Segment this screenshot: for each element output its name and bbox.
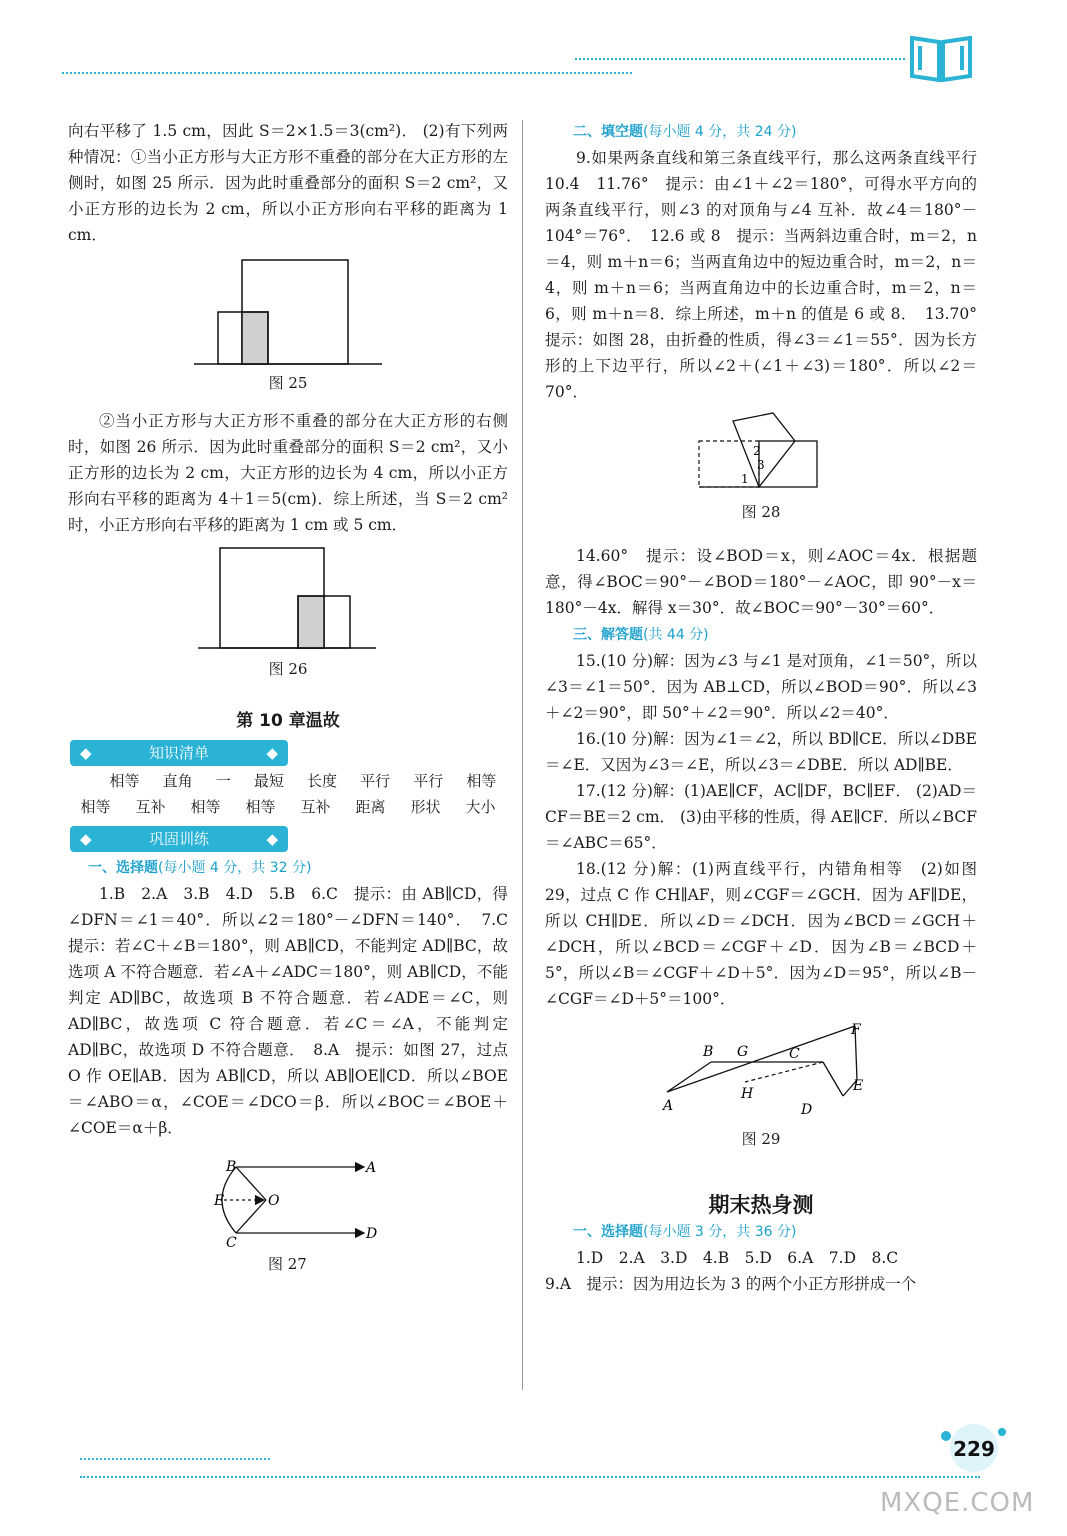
left-paragraph-3: 1.B 2.A 3.B 4.D 5.B 6.C 提示：由 AB∥CD，得∠DFN＝∠1＝40°．所以∠2＝180°－∠DFN＝140°． 7.C 提示：若∠C＋∠B＝180°，则 AB∥CD，不能判定 AD∥BC，故选项 A 不符合题意．若∠A＋∠ADC＝180°，则 AB∥CD，不能判定 AD∥BC，故选项 B 不符合题意．若∠ADE＝∠C，则 AD∥BC，故选项 C 符合题意．若∠C＝∠A，不能判定 AD∥BC，故选项 D 不符合题意． 8.A 提示：如图 27，过点 O 作 OE∥AB．因为 AB∥CD，所以 AB∥OE∥CD．所以∠BOE＝∠ABO＝α，∠COE＝∠DCO＝β．所以∠BOC＝∠BOE＋∠COE＝α＋β．: [68, 885, 524, 1137]
angle-3: 3: [757, 458, 765, 472]
right-paragraph-2: 14.60° 提示：设∠BOD＝x，则∠AOC＝4x．根据题意，得∠BOC＝90°－∠BOD＝180°－∠AOC，即 90°－x＝180°－4x．解得 x＝30°．故∠BOC＝90°－30°＝60°．: [545, 547, 977, 617]
figure-27-drawing: [68, 1151, 508, 1251]
label-O: O: [268, 1193, 280, 1209]
angle-1: 1: [741, 472, 749, 486]
word: 相等: [190, 798, 221, 816]
diamond-icon: ◆: [80, 830, 92, 848]
column-divider: [522, 120, 523, 1390]
word: 相等: [80, 798, 111, 816]
section-title: 三、解答题: [573, 627, 643, 643]
label-D: D: [801, 1102, 813, 1118]
word: 一: [215, 772, 231, 790]
banner-label: 巩固训练: [148, 830, 209, 848]
section-heading: [545, 118, 977, 145]
figure-28-drawing: [545, 411, 977, 499]
bottom-dotted-rule: [80, 1458, 270, 1460]
word: 距离: [355, 798, 386, 816]
answer-17: 17.(12 分)解：(1)AE∥CF，AC∥DF，BC∥EF． (2)AD＝CF＝BE＝2 cm． (3)由平移的性质，得 AE∥CF．所以∠BCF＝∠ABC＝65°．: [545, 782, 977, 852]
figure-29-caption: 图 29: [741, 1130, 781, 1148]
top-dotted-rule-right: [575, 58, 905, 60]
section-note: (每小题 4 分，共 32 分): [158, 860, 312, 876]
label-A: A: [663, 1098, 674, 1114]
word: 相等: [109, 772, 140, 790]
left-column: [68, 118, 524, 1277]
figure-25-caption: 图 25: [268, 374, 308, 392]
section-note: (共 44 分): [643, 627, 709, 643]
section-title: 一、选择题: [573, 1224, 643, 1240]
label-E: E: [214, 1193, 225, 1209]
label-E: E: [853, 1078, 864, 1094]
label-B: B: [226, 1159, 237, 1175]
word: 相等: [466, 772, 497, 790]
open-book-icon: [908, 30, 974, 82]
figure-26-caption: 图 26: [268, 660, 308, 678]
label-C: C: [789, 1046, 800, 1062]
label-A: A: [366, 1160, 377, 1176]
section-note: (每小题 4 分，共 24 分): [643, 124, 797, 140]
answer-18: 18.(12 分)解：(1)两直线平行，内错角相等 (2)如图 29，过点 C 作 CH∥AF，则∠CGF＝∠GCH．因为 AF∥DE，所以 CH∥DE．所以∠D＝∠DCH．因为∠BCD＝∠GCH＋∠DCH，所以∠BCD＝∠CGF＋∠D．因为∠B＝∠BCD＋5°，所以∠B＝∠CGF＋∠D＋5°．因为∠D＝95°，所以∠B－∠CGF＝∠D＋5°＝100°．: [545, 860, 977, 1008]
exam-answers-1: 1.D 2.A 3.D 4.B 5.D 6.A 7.D 8.C: [576, 1249, 899, 1267]
answer-15: 15.(10 分)解：因为∠3 与∠1 是对顶角，∠1＝50°，所以∠3＝∠1＝50°．因为 AB⊥CD，所以∠BOD＝90°．所以∠3＋∠2＝90°，即 50°＋∠2＝90°．所以∠2＝40°．: [545, 652, 977, 722]
figure-28-caption: 图 28: [741, 503, 781, 521]
label-B: B: [703, 1044, 714, 1060]
answer-16: 16.(10 分)解：因为∠1＝∠2，所以 BD∥CE．所以∠DBE＝∠E．又因为∠3＝∠E，所以∠3＝∠DBE．所以 AD∥BE．: [545, 730, 977, 774]
diamond-icon: ◆: [266, 830, 278, 848]
label-G: G: [737, 1044, 749, 1060]
practice-banner: [70, 826, 288, 852]
diamond-icon: ◆: [266, 744, 278, 762]
word: 形状: [410, 798, 441, 816]
top-dotted-rule: [62, 72, 632, 74]
word: 长度: [307, 772, 338, 790]
figure-27-caption: 图 27: [268, 1255, 307, 1273]
diamond-icon: ◆: [80, 744, 92, 762]
figure-25-drawing: [68, 252, 508, 370]
page-number-badge: [930, 1418, 1010, 1474]
label-D: D: [366, 1226, 378, 1242]
section-heading: [545, 621, 977, 648]
figure-27: [68, 1151, 508, 1251]
left-paragraph-1: 向右平移了 1.5 cm，因此 S＝2×1.5＝3(cm²)． (2)有下列两种情况：①当小正方形与大正方形不重叠的部分在大正方形的左侧时，如图 25 所示．因为此时重叠部分的面积 S＝2 cm²，又小正方形的边长为 2 cm，所以小正方形向右平移的距离为 1 cm．: [68, 122, 508, 244]
section-title: 二、填空题: [573, 124, 643, 140]
figure-29-drawing: [545, 1022, 977, 1126]
word: 平行: [360, 772, 391, 790]
figure-25: [68, 252, 508, 370]
exam-title: 期末热身测: [708, 1193, 814, 1217]
word: 大小: [465, 798, 496, 816]
watermark: MXQE.COM: [880, 1488, 1035, 1518]
left-paragraph-2: ②当小正方形与大正方形不重叠的部分在大正方形的右侧时，如图 26 所示．因为此时重叠部分的面积 S＝2 cm²，又小正方形的边长为 2 cm，大正方形的边长为 4 cm，所以小正方形向右平移的距离为 4＋1＝5(cm)．综上所述，当 S＝2 cm² 时，小正方形向右平移的距离为 1 cm 或 5 cm．: [68, 412, 508, 534]
banner-label: 知识清单: [148, 744, 209, 762]
word: 最短: [253, 772, 284, 790]
exam-answers-2: 9.A 提示：因为用边长为 3 的两个小正方形拼成一个: [545, 1275, 917, 1293]
knowledge-words-row-1: [68, 768, 508, 794]
figure-26-drawing: [68, 544, 508, 656]
section-note: (每小题 3 分，共 36 分): [643, 1224, 797, 1240]
word: 互补: [300, 798, 331, 816]
angle-2: 2: [753, 444, 761, 458]
word: 直角: [162, 772, 193, 790]
knowledge-words-row-2: [68, 794, 508, 820]
knowledge-list-banner: [70, 740, 288, 766]
figure-29: [545, 1022, 977, 1126]
label-F: F: [851, 1022, 861, 1038]
bottom-dotted-rule-long: [80, 1476, 980, 1478]
word: 互补: [135, 798, 166, 816]
section-title: 一、选择题: [88, 860, 158, 876]
right-paragraph-1: 9.如果两条直线和第三条直线平行，那么这两条直线平行 10.4 11.76° 提示：由∠1＋∠2＝180°，可得水平方向的两条直线平行，则∠3 的对顶角与∠4 互补．故∠4＝180°－104°＝76°． 12.6 或 8 提示：当两斜边重合时，m＝2，n＝4，则 m＋n＝6；当两直角边中的短边重合时，m＝2，n＝4，则 m＋n＝6；当两直角边中的长边重合时，m＝2，n＝6，则 m＋n＝8．综上所述，m＋n 的值是 6 或 8． 13.70° 提示：如图 28，由折叠的性质，得∠3＝∠1＝55°．因为长方形的上下边平行，所以∠2＋(∠1＋∠3)＝180°．所以∠2＝70°．: [545, 149, 993, 401]
label-H: H: [741, 1086, 754, 1102]
right-column: [545, 118, 993, 1297]
word: 平行: [413, 772, 444, 790]
section-heading: [68, 854, 508, 881]
figure-28: [545, 411, 977, 499]
chapter-title: 第 10 章温故: [236, 711, 340, 731]
word: 相等: [245, 798, 276, 816]
figure-26: [68, 544, 508, 656]
section-heading: [545, 1218, 977, 1245]
page-number: 229: [953, 1437, 995, 1461]
label-C: C: [226, 1235, 237, 1251]
